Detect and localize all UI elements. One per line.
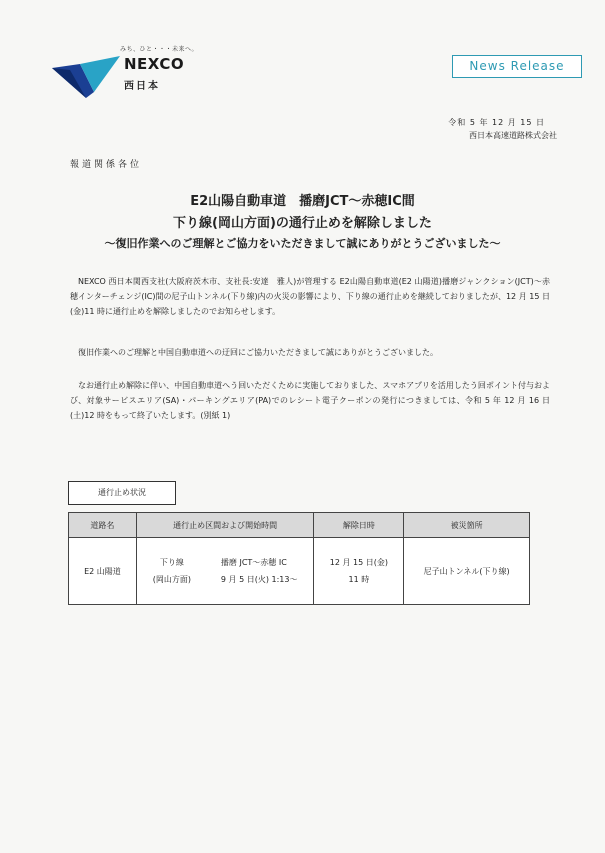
release-line-1: 12 月 15 日(金): [329, 558, 388, 567]
section-line-2: 9 月 5 日(火) 1:13～: [220, 575, 298, 584]
brand-name: NEXCO: [124, 55, 185, 73]
table-row: [69, 538, 530, 605]
paragraph-1: NEXCO 西日本関西支社(大阪府茨木市、支社長:安達 雅人)が管理する E2山陽自動車道(E2 山陽道)播磨ジャンクション(JCT)～赤穂インターチェンジ(IC)間の尼子山トンネル(下り線)内の火災の影響により、下り線の通行止めを継続しておりましたが、12 月 15 日(金)11 時に通行止めを解除しましたのでお知らせします。: [70, 277, 550, 316]
header-road: 道路名: [69, 513, 137, 538]
subtitle: ～復旧作業へのご理解とご協力をいただきまして誠にありがとうございました～: [104, 237, 501, 250]
title-line-2: 下り線(岡山方面)の通行止めを解除しました: [173, 216, 432, 231]
status-label: 通行止め状況: [68, 481, 176, 505]
brand-subname: 西日本: [124, 81, 160, 92]
status-table: [68, 512, 530, 605]
header-release: 解除日時: [314, 513, 404, 538]
release-date: 令和 5 年 12 月 15 日: [448, 118, 545, 127]
section-line-1: 播磨 JCT～赤穂 IC: [220, 558, 287, 567]
title-line-1: E2山陽自動車道 播磨JCT～赤穂IC間: [190, 194, 415, 209]
cell-location: 尼子山トンネル(下り線): [404, 538, 530, 605]
paragraph-3: なお通行止め解除に伴い、中国自動車道へう回いただくために実施しておりました、スマホアプリを活用したう回ポイント付与および、対象サービスエリア(SA)・パーキングエリア(PA)でのレシート電子クーポンの発行につきましては、令和 5 年 12 月 16 日(土)12 時をもって終了いたします。(別紙 1): [70, 381, 550, 420]
header-section: 通行止め区間および開始時間: [136, 513, 314, 538]
cell-release: [314, 538, 404, 605]
cell-section: [136, 538, 314, 605]
header-location: 被災箇所: [404, 513, 530, 538]
nexco-logo-icon: [50, 52, 122, 100]
cell-road: E2 山陽道: [69, 538, 137, 605]
direction-line-2: (岡山方面): [152, 575, 192, 584]
release-line-2: 11 時: [348, 575, 370, 584]
company-name: 西日本高速道路株式会社: [469, 131, 557, 140]
news-release-badge: News Release: [452, 55, 582, 78]
table-header-row: [69, 513, 530, 538]
paragraph-2: 復旧作業へのご理解と中国自動車道への迂回にご協力いただきまして誠にありがとうございました。: [78, 348, 438, 357]
direction-line-1: 下り線: [159, 558, 184, 567]
tagline: みち、ひと・・・未来へ。: [120, 46, 199, 53]
recipients: 報道関係各位: [70, 160, 143, 170]
